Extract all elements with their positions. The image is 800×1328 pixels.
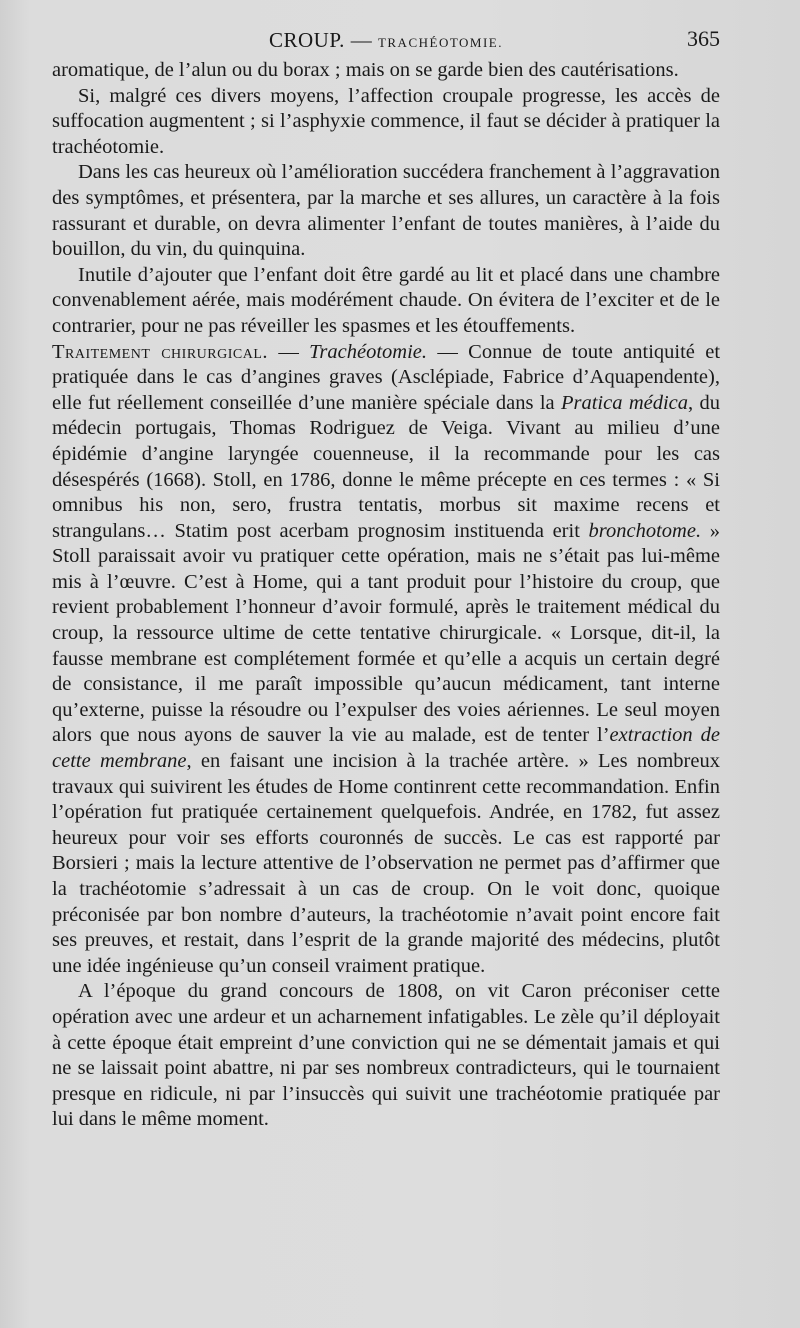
italic-quote: extraction de cette membrane <box>52 724 720 773</box>
running-head-subtitle: TRACHÉOTOMIE. <box>377 35 503 50</box>
text-segment: , du médecin portugais, Thomas Rodriguez de Veiga. Vivant au milieu d’une épidémie d’angine laryngée couenneuse, il la recommande pour les cas désespérés (1668). Stoll, en 1786, donne le même précepte en ces termes : « Si omnibus his non, sero, frustra tentatis, morbus sit maxime recens et strangulans… Statim post acerbam prognosim instituenda erit <box>52 391 720 542</box>
body-text <box>52 58 720 1133</box>
page-number: 365 <box>687 26 720 51</box>
section-subheading: Trachéotomie. <box>309 340 428 363</box>
running-head-dash: — <box>350 28 373 52</box>
text-segment: » Stoll paraissait avoir vu pratiquer cette opération, mais ne s’était pas lui-même mis à l’œuvre. C’est à Home, qui a tant produit pour l’histoire du croup, que revient probablement l’honneur d’avoir formulé, après le traitement médical du croup, la ressource ultime de cette tentative chirurgicale. « Lorsque, dit-il, la fausse membrane est complétement formée et qu’elle a acquis un certain degré de consistance, il me paraît impossible qu’aucun médicament, tant interne qu’externe, puisse la résoudre ou l’expulser des voies aériennes. Le seul moyen alors que nous ayons de sauver la vie au malade, est de tenter l’ <box>52 519 720 747</box>
italic-term: bronchotome. <box>588 519 702 542</box>
section-heading: Traitement chirurgical. <box>52 340 269 363</box>
paragraph-caron-1808: A l’époque du grand concours de 1808, on vit Caron préconiser cette opération avec une ardeur et un acharnement infatigables. Le zèle qu’il déployait à cette époque était empreint d’une conviction qui ne se démentait jamais et qui ne se laissait point abattre, ni par ses nombreux contradicteurs, qui le tournaient presque en ridicule, ni par l’insuccès qui suivit une trachéotomie pratiquée par lui dans le même moment. <box>52 980 720 1131</box>
text-segment: , en faisant une incision à la trachée artère. » Les nombreux travaux qui suivirent les études de Home continrent cette recommandation. Enfin l’opération fut pratiquée certainement quelquefois. Andrée, en 1782, fut assez heureux pour voir ses efforts couronnés de succès. Le cas est rapporté par Borsieri ; mais la lecture attentive de l’observation ne permet pas d’affirmer que la trachéotomie s’adressait à un cas de croup. On le voit donc, quoique préconisée par bon nombre d’auteurs, la trachéotomie n’avait point encore fait ses preuves, et restait, dans l’esprit de la grande majorité des médecins, plutôt une idée ingénieuse qu’un conseil vraiment pratique. <box>52 750 720 977</box>
heading-separator: — <box>427 340 469 363</box>
paragraph-surgical-treatment <box>52 340 720 980</box>
paragraph-bed-rest: Inutile d’ajouter que l’enfant doit être gardé au lit et placé dans une chambre convenablement aérée, mais modérément chaude. On évitera de l’exciter et de le contrarier, pour ne pas réveiller les spasmes et les étouffements. <box>52 263 720 337</box>
running-head-title: CROUP. <box>268 28 345 52</box>
running-head <box>52 28 720 53</box>
paragraph-tracheotomy-indication: Si, malgré ces divers moyens, l’affection croupale progresse, les accès de suffocation augmentent ; si l’asphyxie commence, il faut se décider à pratiquer la trachéotomie. <box>52 84 720 158</box>
heading-separator: — <box>268 340 310 363</box>
paragraph-improvement-feeding: Dans les cas heureux où l’amélioration succédera franchement à l’aggravation des symptômes, et présentera, par la marche et ses allures, un caractère à la fois rassurant et durable, on devra alimenter l’enfant de toutes manières, à l’aide du bouillon, du vin, du quinquina. <box>52 161 720 261</box>
page-header <box>52 24 720 58</box>
italic-title: Pratica médica <box>560 391 689 414</box>
paragraph-continuation: aromatique, de l’alun ou du borax ; mais on se garde bien des cautérisations. <box>52 59 679 81</box>
text-segment: Connue de toute antiquité et pratiquée dans le cas d’angines graves (Asclépiade, Fabrice d’Aquapendente), elle fut réellement conseillée d’une manière spéciale dans la <box>52 340 721 414</box>
